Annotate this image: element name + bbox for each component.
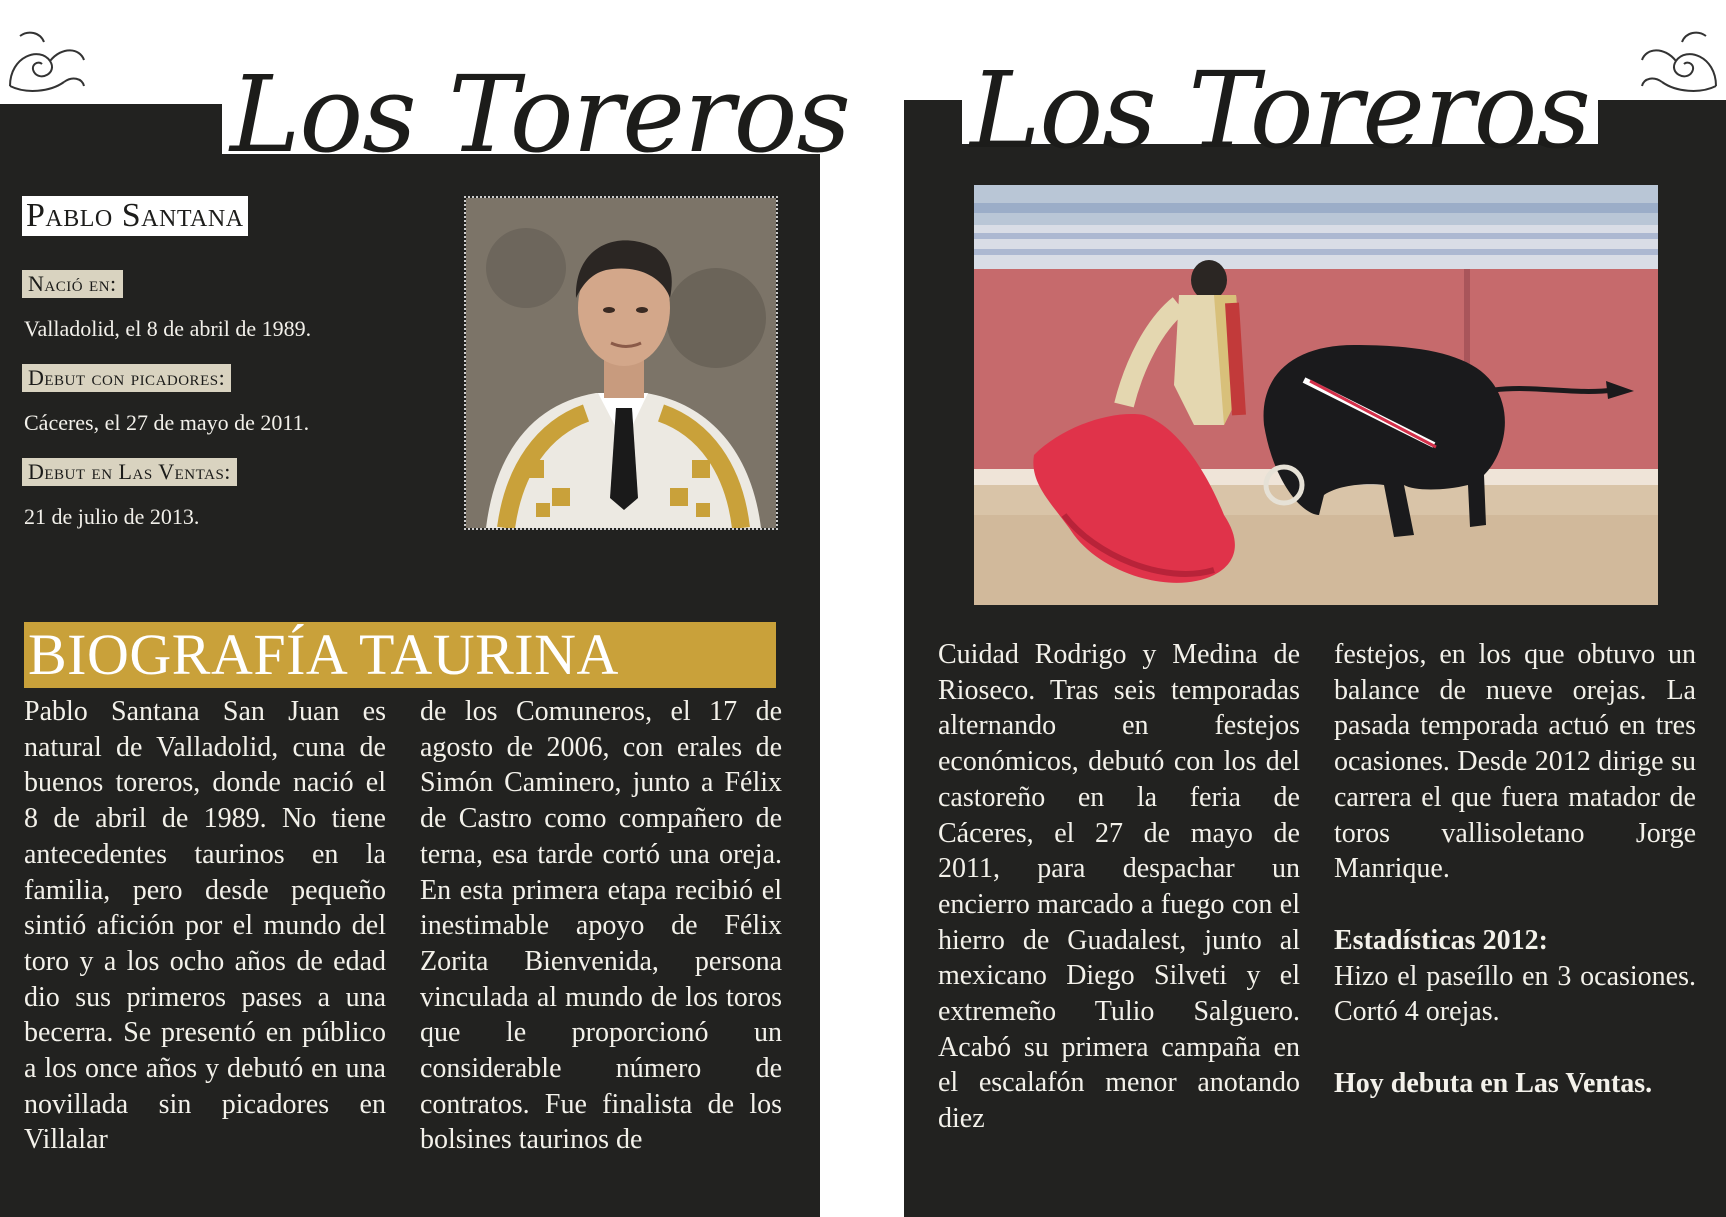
section-title-biografia: BIOGRAFÍA TAURINA [24, 622, 776, 688]
biography-column-3 [938, 637, 1300, 1177]
scroll-ornament-icon [1636, 16, 1726, 106]
scroll-ornament-icon [0, 16, 90, 106]
biography-column-1 [24, 694, 386, 1204]
birth-label: Nació en: [22, 270, 123, 298]
birth-value: Valladolid, el 8 de abril de 1989. [24, 316, 312, 341]
picadores-debut-label: Debut con picadores: [22, 364, 231, 392]
biography-text-1: Pablo Santana San Juan es natural de Valladolid, cuna de buenos toreros, donde nació el 8 de abril de 1989. No tiene antecedentes taurinos en la familia, pero desde pequeño sintió afición por el mundo del toro y a los ocho años de edad dio sus primeros pases a una becerra. Se presentó en público a los once años y debutó en una novillada sin picadores en Villalar [24, 696, 386, 1156]
biography-text-3: Cuidad Rodrigo y Medina de Rioseco. Tras seis temporadas alternando en festejos económicos, debutó con los del castoreño en la feria de Cáceres, el 27 de mayo de 2011, para despachar un encierro marcado a fuego con el hierro de Guadalest, junto al mexicano Diego Silveti y el extremeño Tulio Salguero. Acabó su primera campaña en el escalafón menor anotando diez [938, 639, 1300, 1135]
masthead-title-right: Los Toreros [962, 58, 1598, 144]
stats-text: Hizo el paseíllo en 3 ocasiones. Cortó 4 orejas. [1334, 960, 1696, 1028]
closing-line: Hoy debuta en Las Ventas. [1334, 1068, 1653, 1100]
torero-name: Pablo Santana [22, 196, 248, 236]
las-ventas-debut-label: Debut en Las Ventas: [22, 458, 237, 486]
biography-text-2: de los Comuneros, el 17 de agosto de 2006, con erales de Simón Caminero, junto a Félix de Castro como compañero de terna, esa tarde cortó una oreja. En esta primera etapa recibió el inestimable apoyo de Félix Zorita Bienvenida, persona vinculada al mundo de los toros que le proporcionó un considerable número de contratos. Fue finalista de los bolsines taurinos de [420, 696, 782, 1156]
masthead-title: Los Toreros [222, 62, 858, 154]
left-page [0, 0, 862, 1217]
stats-title: Estadísticas 2012: [1334, 924, 1548, 956]
biography-text-4: festejos, en los que obtuvo un balance de nueve orejas. La pasada temporada actuó en tres ocasiones. Desde 2012 dirige su carrera el que fuera matador de toros vallisoletano Jorge Manrique. [1334, 639, 1696, 885]
biography-column-2 [420, 694, 782, 1204]
torero-portrait-photo [464, 196, 778, 530]
biography-column-4 [1334, 637, 1696, 1177]
bullfight-action-photo [974, 185, 1658, 605]
las-ventas-debut-value: 21 de julio de 2013. [24, 504, 200, 529]
picadores-debut-value: Cáceres, el 27 de mayo de 2011. [24, 410, 310, 435]
